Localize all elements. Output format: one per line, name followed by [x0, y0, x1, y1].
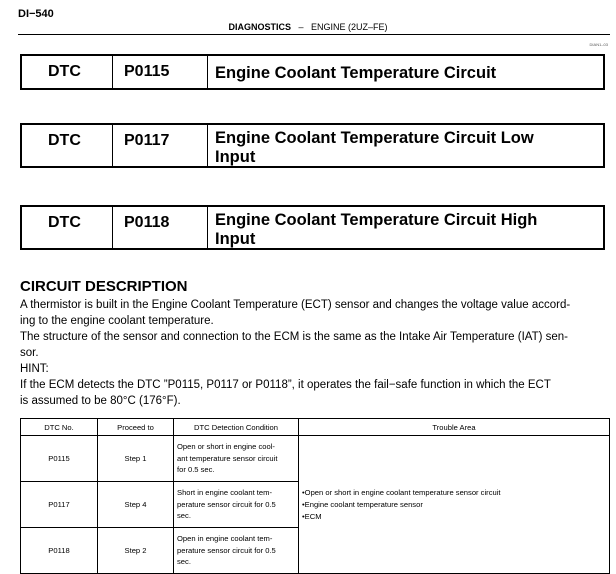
- dtc-code: P0118: [112, 207, 207, 248]
- cell-proceed-to: Step 4: [98, 482, 174, 528]
- dtc-code: P0117: [112, 125, 207, 166]
- cell-dtc-no: P0117: [21, 482, 98, 528]
- text-line: sor.: [20, 347, 39, 359]
- trouble-area-item: •Engine coolant temperature sensor: [302, 499, 423, 509]
- text-line: is assumed to be 80°C (176°F).: [20, 395, 181, 407]
- subsection-name: ENGINE (2UZ–FE): [311, 22, 388, 32]
- condition-line: perature sensor circuit for 0.5: [177, 499, 276, 509]
- section-heading: CIRCUIT DESCRIPTION: [20, 278, 188, 295]
- dtc-title-line: Engine Coolant Temperature Circuit High: [215, 211, 538, 229]
- col-header-trouble-area: Trouble Area: [299, 419, 610, 436]
- condition-line: sec.: [177, 557, 191, 567]
- dtc-title-line: Engine Coolant Temperature Circuit Low: [215, 129, 534, 147]
- text-line: The structure of the sensor and connection to the ECM is the same as the Intake Air Temperature (IAT) sen-: [20, 331, 569, 343]
- table-row: [21, 436, 610, 482]
- section-name: DIAGNOSTICS: [228, 22, 291, 32]
- dtc-code: P0115: [112, 56, 207, 88]
- page-number: DI−540: [18, 8, 54, 20]
- table-header-row: [21, 419, 610, 436]
- dtc-label: DTC: [48, 214, 81, 231]
- dtc-label: DTC: [48, 132, 81, 149]
- description-body: [20, 297, 612, 409]
- trouble-area-item: •Open or short in engine coolant temperature sensor circuit: [302, 487, 501, 497]
- cell-dtc-no: P0118: [21, 528, 98, 574]
- condition-line: perature sensor circuit for 0.5: [177, 545, 276, 555]
- dtc-title: [207, 125, 603, 166]
- text-line: A thermistor is built in the Engine Coolant Temperature (ECT) sensor and changes the voltage value accord-: [20, 299, 571, 311]
- header-separator: –: [298, 22, 304, 32]
- dtc-box-p0115: [20, 54, 605, 90]
- text-line: ing to the engine coolant temperature.: [20, 315, 214, 327]
- condition-line: sec.: [177, 511, 191, 521]
- header-rule: [18, 34, 610, 35]
- dtc-label: DTC: [48, 63, 81, 80]
- running-header: [0, 22, 616, 32]
- dtc-title: [207, 207, 603, 248]
- cell-proceed-to: Step 1: [98, 436, 174, 482]
- condition-line: ant temperature sensor circuit: [177, 453, 278, 463]
- condition-line: for 0.5 sec.: [177, 465, 215, 475]
- trouble-area-item: •ECM: [302, 511, 322, 521]
- text-line: If the ECM detects the DTC ”P0115, P0117 or P0118”, it operates the fail−safe function in which the ECT: [20, 379, 551, 391]
- document-code: DIAN1–03: [589, 42, 608, 47]
- cell-condition: [174, 482, 299, 528]
- dtc-title-line: Input: [215, 148, 256, 166]
- dtc-box-p0118: [20, 205, 605, 250]
- col-header-dtc-no: DTC No.: [21, 419, 98, 436]
- dtc-title-line: Input: [215, 230, 256, 248]
- cell-condition: [174, 436, 299, 482]
- cell-trouble-area: [299, 436, 610, 574]
- condition-line: Open or short in engine cool-: [177, 442, 275, 452]
- col-header-proceed-to: Proceed to: [98, 419, 174, 436]
- dtc-table: [20, 418, 610, 574]
- col-header-detection-condition: DTC Detection Condition: [174, 419, 299, 436]
- hint-label: HINT:: [20, 363, 49, 375]
- cell-proceed-to: Step 2: [98, 528, 174, 574]
- condition-line: Short in engine coolant tem-: [177, 488, 272, 498]
- dtc-title-line: Engine Coolant Temperature Circuit: [215, 64, 497, 82]
- cell-dtc-no: P0115: [21, 436, 98, 482]
- cell-condition: [174, 528, 299, 574]
- dtc-title: [207, 56, 603, 88]
- condition-line: Open in engine coolant tem-: [177, 534, 273, 544]
- dtc-box-p0117: [20, 123, 605, 168]
